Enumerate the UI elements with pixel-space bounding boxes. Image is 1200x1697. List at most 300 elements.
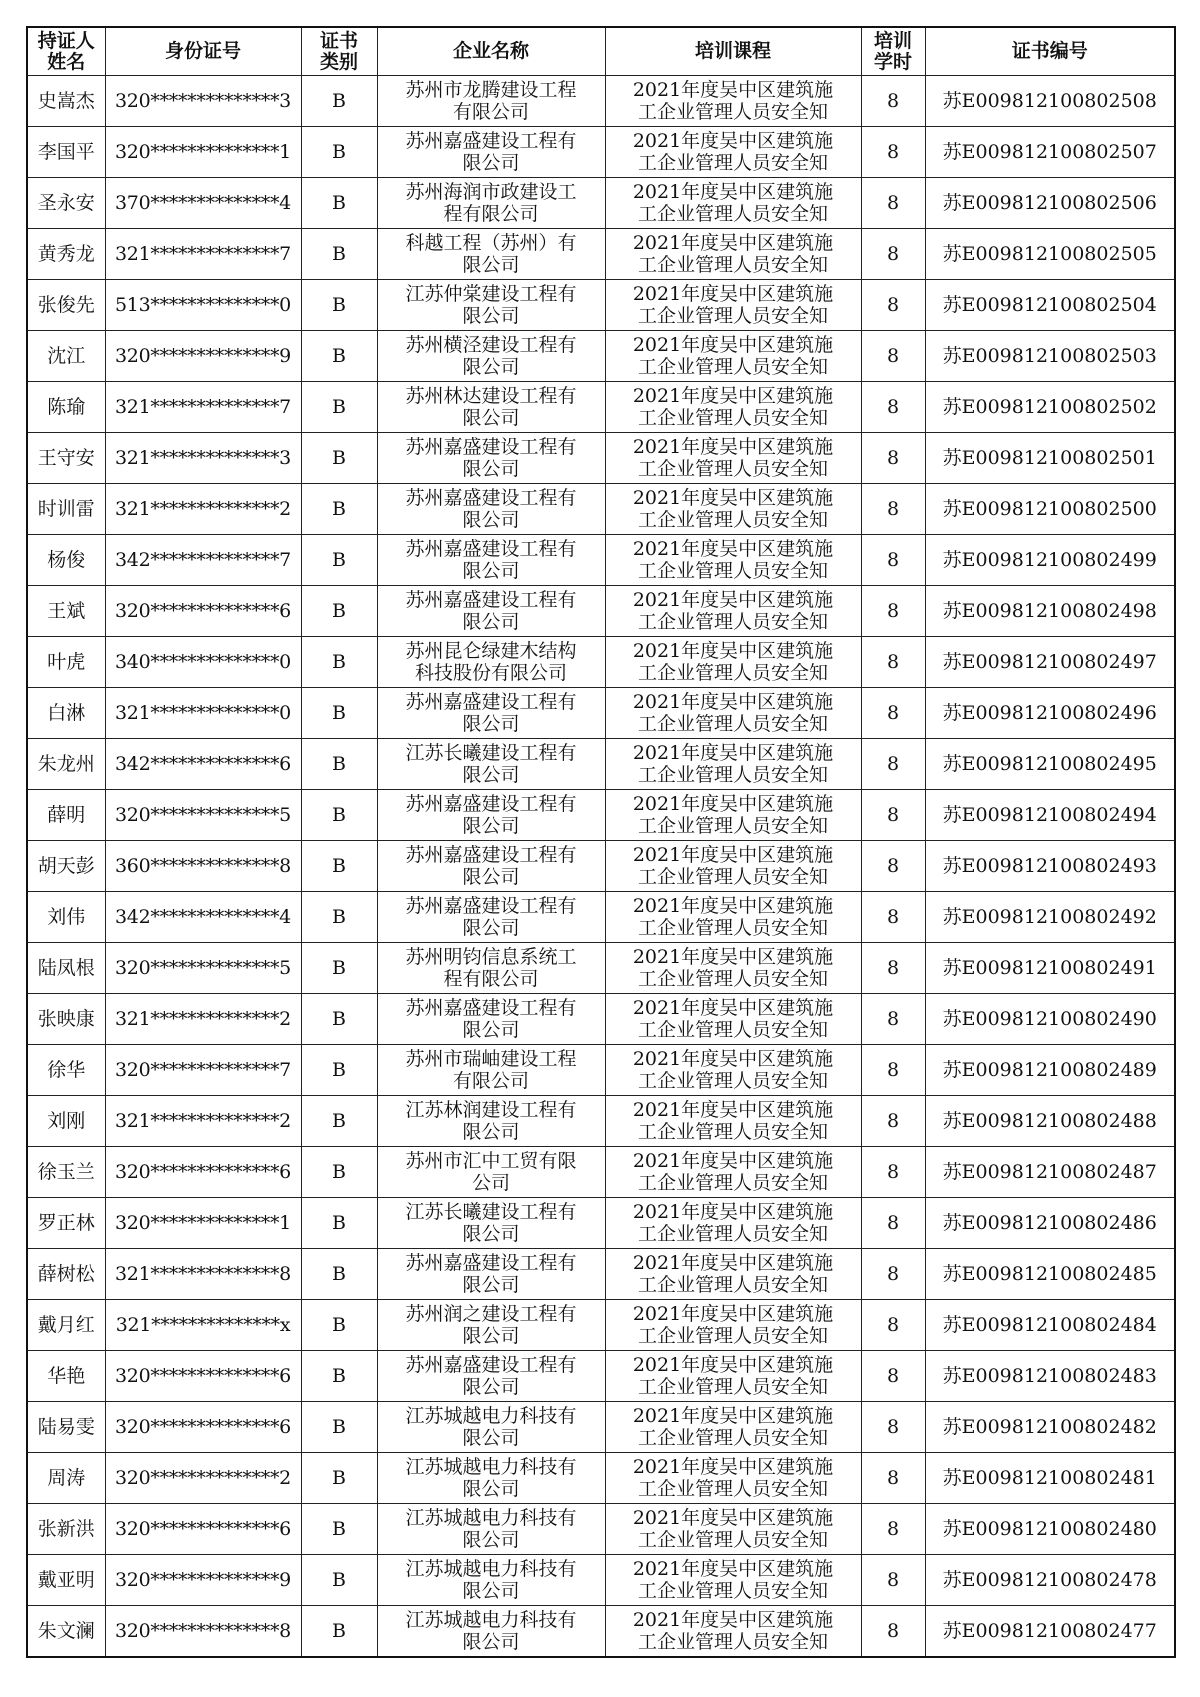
table-row [27, 1555, 1175, 1606]
training-course-cell-text: 2021年度吴中区建筑施 工企业管理人员安全知 [632, 181, 834, 225]
cert-category-cell: B [301, 994, 377, 1045]
cert-category-cell: B [301, 739, 377, 790]
holder-name-cell: 李国平 [27, 127, 105, 178]
training-course-cell [605, 1453, 861, 1504]
cert-category-cell: B [301, 943, 377, 994]
table-row [27, 229, 1175, 280]
id-number-cell: 342**************6 [105, 739, 301, 790]
header-training-hours: 培训 学时 [861, 27, 925, 76]
id-number-cell: 320**************8 [105, 1606, 301, 1658]
id-number-cell: 320**************1 [105, 1198, 301, 1249]
training-hours-cell: 8 [861, 586, 925, 637]
cert-category-cell: B [301, 1198, 377, 1249]
cert-category-cell: B [301, 1096, 377, 1147]
table-row [27, 1198, 1175, 1249]
training-hours-cell: 8 [861, 535, 925, 586]
id-number-cell: 320**************7 [105, 1045, 301, 1096]
table-row [27, 841, 1175, 892]
cert-number-cell: 苏E009812100802502 [925, 382, 1175, 433]
training-course-cell-text: 2021年度吴中区建筑施 工企业管理人员安全知 [632, 793, 834, 837]
cert-number-cell: 苏E009812100802489 [925, 1045, 1175, 1096]
company-name-cell [377, 1504, 605, 1555]
id-number-cell: 321**************7 [105, 382, 301, 433]
cert-category-cell: B [301, 382, 377, 433]
holder-name-cell: 陆易雯 [27, 1402, 105, 1453]
training-course-cell [605, 76, 861, 127]
training-course-cell-text: 2021年度吴中区建筑施 工企业管理人员安全知 [632, 232, 834, 276]
holder-name-cell: 周涛 [27, 1453, 105, 1504]
table-row [27, 1045, 1175, 1096]
company-name-cell [377, 688, 605, 739]
holder-name-cell: 陈瑜 [27, 382, 105, 433]
company-name-cell [377, 1453, 605, 1504]
header-cert-category: 证书 类别 [301, 27, 377, 76]
cert-category-cell: B [301, 280, 377, 331]
holder-name-cell: 徐玉兰 [27, 1147, 105, 1198]
training-course-cell-text: 2021年度吴中区建筑施 工企业管理人员安全知 [632, 487, 834, 531]
cert-category-cell: B [301, 790, 377, 841]
cert-number-cell: 苏E009812100802492 [925, 892, 1175, 943]
training-hours-cell: 8 [861, 739, 925, 790]
cert-category-cell: B [301, 484, 377, 535]
training-hours-cell: 8 [861, 892, 925, 943]
training-course-cell [605, 637, 861, 688]
holder-name-cell: 王斌 [27, 586, 105, 637]
table-row [27, 1249, 1175, 1300]
header-holder-name: 持证人 姓名 [27, 27, 105, 76]
company-name-cell-text: 苏州昆仑绿建木结构 科技股份有限公司 [405, 640, 577, 684]
holder-name-cell: 张俊先 [27, 280, 105, 331]
cert-category-cell: B [301, 127, 377, 178]
company-name-cell-text: 苏州嘉盛建设工程有 限公司 [405, 589, 577, 633]
company-name-cell-text: 苏州嘉盛建设工程有 限公司 [405, 1252, 577, 1296]
holder-name-cell: 王守安 [27, 433, 105, 484]
cert-category-cell: B [301, 178, 377, 229]
training-hours-cell: 8 [861, 1300, 925, 1351]
cert-category-cell: B [301, 586, 377, 637]
id-number-cell: 513**************0 [105, 280, 301, 331]
training-course-cell-text: 2021年度吴中区建筑施 工企业管理人员安全知 [632, 283, 834, 327]
id-number-cell: 320**************6 [105, 586, 301, 637]
table-row [27, 994, 1175, 1045]
training-course-cell-text: 2021年度吴中区建筑施 工企业管理人员安全知 [632, 895, 834, 939]
company-name-cell-text: 苏州润之建设工程有 限公司 [405, 1303, 577, 1347]
company-name-cell [377, 841, 605, 892]
cert-number-cell: 苏E009812100802494 [925, 790, 1175, 841]
holder-name-cell: 张映康 [27, 994, 105, 1045]
company-name-cell [377, 586, 605, 637]
table-row [27, 892, 1175, 943]
holder-name-cell: 华艳 [27, 1351, 105, 1402]
holder-name-cell: 徐华 [27, 1045, 105, 1096]
id-number-cell: 320**************6 [105, 1504, 301, 1555]
training-hours-cell: 8 [861, 1606, 925, 1658]
cert-category-cell: B [301, 1402, 377, 1453]
table-row [27, 943, 1175, 994]
training-course-cell [605, 331, 861, 382]
training-hours-cell: 8 [861, 76, 925, 127]
holder-name-cell: 刘刚 [27, 1096, 105, 1147]
table-row [27, 739, 1175, 790]
cert-number-cell: 苏E009812100802490 [925, 994, 1175, 1045]
training-hours-cell: 8 [861, 688, 925, 739]
id-number-cell: 321**************7 [105, 229, 301, 280]
id-number-cell: 320**************9 [105, 331, 301, 382]
training-course-cell [605, 586, 861, 637]
id-number-cell: 321**************8 [105, 1249, 301, 1300]
company-name-cell-text: 苏州市龙腾建设工程 有限公司 [405, 79, 577, 123]
holder-name-cell: 陆凤根 [27, 943, 105, 994]
training-course-cell [605, 535, 861, 586]
table-row [27, 331, 1175, 382]
holder-name-cell: 叶虎 [27, 637, 105, 688]
training-course-cell [605, 790, 861, 841]
holder-name-cell: 罗正林 [27, 1198, 105, 1249]
id-number-cell: 321**************3 [105, 433, 301, 484]
company-name-cell-text: 苏州嘉盛建设工程有 限公司 [405, 895, 577, 939]
training-course-cell-text: 2021年度吴中区建筑施 工企业管理人员安全知 [632, 844, 834, 888]
table-row [27, 484, 1175, 535]
id-number-cell: 320**************6 [105, 1147, 301, 1198]
cert-number-cell: 苏E009812100802493 [925, 841, 1175, 892]
company-name-cell-text: 江苏林润建设工程有 限公司 [405, 1099, 577, 1143]
training-course-cell-text: 2021年度吴中区建筑施 工企业管理人员安全知 [632, 691, 834, 735]
cert-category-cell: B [301, 1504, 377, 1555]
holder-name-cell: 杨俊 [27, 535, 105, 586]
company-name-cell-text: 江苏城越电力科技有 限公司 [405, 1405, 577, 1449]
cert-category-cell: B [301, 1351, 377, 1402]
training-hours-cell: 8 [861, 331, 925, 382]
training-hours-cell: 8 [861, 1096, 925, 1147]
company-name-cell [377, 178, 605, 229]
company-name-cell [377, 1147, 605, 1198]
training-hours-cell: 8 [861, 1402, 925, 1453]
holder-name-cell: 薛树松 [27, 1249, 105, 1300]
training-course-cell-text: 2021年度吴中区建筑施 工企业管理人员安全知 [632, 946, 834, 990]
holder-name-cell: 胡天彭 [27, 841, 105, 892]
id-number-cell: 321**************x [105, 1300, 301, 1351]
training-course-cell [605, 484, 861, 535]
company-name-cell-text: 江苏城越电力科技有 限公司 [405, 1456, 577, 1500]
header-row [27, 27, 1175, 76]
cert-number-cell: 苏E009812100802485 [925, 1249, 1175, 1300]
training-course-cell [605, 892, 861, 943]
id-number-cell: 321**************0 [105, 688, 301, 739]
cert-number-cell: 苏E009812100802486 [925, 1198, 1175, 1249]
training-hours-cell: 8 [861, 1147, 925, 1198]
table-row [27, 76, 1175, 127]
cert-number-cell: 苏E009812100802501 [925, 433, 1175, 484]
training-course-cell-text: 2021年度吴中区建筑施 工企业管理人员安全知 [632, 1354, 834, 1398]
cert-category-cell: B [301, 841, 377, 892]
company-name-cell [377, 280, 605, 331]
training-hours-cell: 8 [861, 127, 925, 178]
table-header [27, 27, 1175, 76]
cert-number-cell: 苏E009812100802506 [925, 178, 1175, 229]
holder-name-cell: 史嵩杰 [27, 76, 105, 127]
company-name-cell-text: 江苏长曦建设工程有 限公司 [405, 1201, 577, 1245]
training-course-cell-text: 2021年度吴中区建筑施 工企业管理人员安全知 [632, 436, 834, 480]
company-name-cell-text: 科越工程（苏州）有 限公司 [405, 232, 577, 276]
training-hours-cell: 8 [861, 1198, 925, 1249]
training-course-cell [605, 229, 861, 280]
cert-number-cell: 苏E009812100802497 [925, 637, 1175, 688]
id-number-cell: 342**************7 [105, 535, 301, 586]
training-course-cell [605, 739, 861, 790]
training-course-cell-text: 2021年度吴中区建筑施 工企业管理人员安全知 [632, 1303, 834, 1347]
cert-category-cell: B [301, 1453, 377, 1504]
cert-number-cell: 苏E009812100802500 [925, 484, 1175, 535]
training-course-cell [605, 1402, 861, 1453]
cert-number-cell: 苏E009812100802481 [925, 1453, 1175, 1504]
training-hours-cell: 8 [861, 994, 925, 1045]
company-name-cell-text: 苏州嘉盛建设工程有 限公司 [405, 130, 577, 174]
id-number-cell: 321**************2 [105, 484, 301, 535]
cert-category-cell: B [301, 1555, 377, 1606]
company-name-cell [377, 1096, 605, 1147]
company-name-cell [377, 1249, 605, 1300]
company-name-cell [377, 637, 605, 688]
id-number-cell: 321**************2 [105, 1096, 301, 1147]
company-name-cell [377, 535, 605, 586]
id-number-cell: 320**************1 [105, 127, 301, 178]
company-name-cell [377, 484, 605, 535]
table-row [27, 586, 1175, 637]
company-name-cell-text: 苏州市瑞岫建设工程 有限公司 [405, 1048, 577, 1092]
company-name-cell [377, 76, 605, 127]
training-course-cell [605, 1096, 861, 1147]
table-row [27, 433, 1175, 484]
table-row [27, 1453, 1175, 1504]
training-course-cell-text: 2021年度吴中区建筑施 工企业管理人员安全知 [632, 1150, 834, 1194]
company-name-cell [377, 892, 605, 943]
company-name-cell-text: 苏州嘉盛建设工程有 限公司 [405, 793, 577, 837]
cert-number-cell: 苏E009812100802488 [925, 1096, 1175, 1147]
company-name-cell-text: 江苏城越电力科技有 限公司 [405, 1558, 577, 1602]
training-hours-cell: 8 [861, 178, 925, 229]
company-name-cell [377, 1351, 605, 1402]
id-number-cell: 320**************5 [105, 943, 301, 994]
training-course-cell [605, 1300, 861, 1351]
table-row [27, 1096, 1175, 1147]
training-course-cell-text: 2021年度吴中区建筑施 工企业管理人员安全知 [632, 1507, 834, 1551]
cert-category-cell: B [301, 892, 377, 943]
company-name-cell-text: 苏州嘉盛建设工程有 限公司 [405, 691, 577, 735]
table-row [27, 1402, 1175, 1453]
cert-number-cell: 苏E009812100802482 [925, 1402, 1175, 1453]
id-number-cell: 320**************9 [105, 1555, 301, 1606]
company-name-cell-text: 江苏城越电力科技有 限公司 [405, 1609, 577, 1653]
holder-name-cell: 戴月红 [27, 1300, 105, 1351]
training-hours-cell: 8 [861, 841, 925, 892]
training-course-cell [605, 1147, 861, 1198]
company-name-cell [377, 790, 605, 841]
table-row [27, 1351, 1175, 1402]
table-row [27, 637, 1175, 688]
cert-number-cell: 苏E009812100802495 [925, 739, 1175, 790]
company-name-cell-text: 苏州嘉盛建设工程有 限公司 [405, 487, 577, 531]
training-course-cell [605, 943, 861, 994]
training-course-cell-text: 2021年度吴中区建筑施 工企业管理人员安全知 [632, 1252, 834, 1296]
cert-number-cell: 苏E009812100802505 [925, 229, 1175, 280]
table-row [27, 688, 1175, 739]
holder-name-cell: 白淋 [27, 688, 105, 739]
company-name-cell-text: 苏州嘉盛建设工程有 限公司 [405, 1354, 577, 1398]
table-row [27, 790, 1175, 841]
training-hours-cell: 8 [861, 1249, 925, 1300]
training-course-cell-text: 2021年度吴中区建筑施 工企业管理人员安全知 [632, 538, 834, 582]
training-hours-cell: 8 [861, 433, 925, 484]
company-name-cell-text: 苏州林达建设工程有 限公司 [405, 385, 577, 429]
cert-number-cell: 苏E009812100802478 [925, 1555, 1175, 1606]
training-course-cell [605, 1045, 861, 1096]
training-course-cell-text: 2021年度吴中区建筑施 工企业管理人员安全知 [632, 79, 834, 123]
company-name-cell-text: 苏州市汇中工贸有限 公司 [405, 1150, 577, 1194]
cert-category-cell: B [301, 1147, 377, 1198]
company-name-cell-text: 江苏长曦建设工程有 限公司 [405, 742, 577, 786]
header-company-name: 企业名称 [377, 27, 605, 76]
company-name-cell [377, 229, 605, 280]
id-number-cell: 320**************3 [105, 76, 301, 127]
training-course-cell [605, 841, 861, 892]
header-cert-number: 证书编号 [925, 27, 1175, 76]
cert-category-cell: B [301, 637, 377, 688]
table-row [27, 178, 1175, 229]
holder-name-cell: 朱文澜 [27, 1606, 105, 1658]
training-course-cell [605, 433, 861, 484]
table-row [27, 127, 1175, 178]
training-hours-cell: 8 [861, 1555, 925, 1606]
company-name-cell [377, 943, 605, 994]
cert-category-cell: B [301, 1045, 377, 1096]
training-course-cell-text: 2021年度吴中区建筑施 工企业管理人员安全知 [632, 334, 834, 378]
cert-number-cell: 苏E009812100802491 [925, 943, 1175, 994]
company-name-cell-text: 苏州嘉盛建设工程有 限公司 [405, 436, 577, 480]
header-id-number: 身份证号 [105, 27, 301, 76]
training-hours-cell: 8 [861, 382, 925, 433]
cert-number-cell: 苏E009812100802508 [925, 76, 1175, 127]
training-course-cell [605, 1555, 861, 1606]
training-course-cell [605, 1606, 861, 1658]
cert-number-cell: 苏E009812100802499 [925, 535, 1175, 586]
company-name-cell-text: 苏州嘉盛建设工程有 限公司 [405, 538, 577, 582]
id-number-cell: 321**************2 [105, 994, 301, 1045]
table-row [27, 1504, 1175, 1555]
training-hours-cell: 8 [861, 1045, 925, 1096]
training-course-cell-text: 2021年度吴中区建筑施 工企业管理人员安全知 [632, 1099, 834, 1143]
company-name-cell [377, 1402, 605, 1453]
table-body [27, 76, 1175, 1658]
header-training-course: 培训课程 [605, 27, 861, 76]
training-course-cell-text: 2021年度吴中区建筑施 工企业管理人员安全知 [632, 385, 834, 429]
training-hours-cell: 8 [861, 1453, 925, 1504]
company-name-cell [377, 739, 605, 790]
company-name-cell [377, 331, 605, 382]
company-name-cell [377, 433, 605, 484]
training-course-cell-text: 2021年度吴中区建筑施 工企业管理人员安全知 [632, 1405, 834, 1449]
company-name-cell [377, 127, 605, 178]
training-course-cell-text: 2021年度吴中区建筑施 工企业管理人员安全知 [632, 742, 834, 786]
training-course-cell-text: 2021年度吴中区建筑施 工企业管理人员安全知 [632, 1201, 834, 1245]
company-name-cell [377, 382, 605, 433]
company-name-cell [377, 1045, 605, 1096]
training-course-cell-text: 2021年度吴中区建筑施 工企业管理人员安全知 [632, 997, 834, 1041]
training-course-cell [605, 1351, 861, 1402]
table-row [27, 535, 1175, 586]
training-course-cell [605, 994, 861, 1045]
training-hours-cell: 8 [861, 1351, 925, 1402]
training-course-cell [605, 1198, 861, 1249]
company-name-cell-text: 苏州横泾建设工程有 限公司 [405, 334, 577, 378]
id-number-cell: 320**************6 [105, 1402, 301, 1453]
cert-number-cell: 苏E009812100802477 [925, 1606, 1175, 1658]
cert-number-cell: 苏E009812100802487 [925, 1147, 1175, 1198]
company-name-cell [377, 1198, 605, 1249]
cert-number-cell: 苏E009812100802503 [925, 331, 1175, 382]
training-hours-cell: 8 [861, 484, 925, 535]
company-name-cell [377, 1606, 605, 1658]
training-course-cell-text: 2021年度吴中区建筑施 工企业管理人员安全知 [632, 589, 834, 633]
holder-name-cell: 刘伟 [27, 892, 105, 943]
holder-name-cell: 朱龙州 [27, 739, 105, 790]
cert-category-cell: B [301, 331, 377, 382]
training-course-cell [605, 382, 861, 433]
holder-name-cell: 张新洪 [27, 1504, 105, 1555]
cert-category-cell: B [301, 1249, 377, 1300]
id-number-cell: 342**************4 [105, 892, 301, 943]
training-hours-cell: 8 [861, 943, 925, 994]
cert-number-cell: 苏E009812100802483 [925, 1351, 1175, 1402]
training-hours-cell: 8 [861, 1504, 925, 1555]
training-course-cell [605, 1249, 861, 1300]
id-number-cell: 340**************0 [105, 637, 301, 688]
training-course-cell-text: 2021年度吴中区建筑施 工企业管理人员安全知 [632, 1456, 834, 1500]
training-course-cell [605, 280, 861, 331]
cert-number-cell: 苏E009812100802504 [925, 280, 1175, 331]
cert-category-cell: B [301, 1300, 377, 1351]
training-hours-cell: 8 [861, 280, 925, 331]
cert-number-cell: 苏E009812100802496 [925, 688, 1175, 739]
cert-number-cell: 苏E009812100802507 [925, 127, 1175, 178]
training-course-cell-text: 2021年度吴中区建筑施 工企业管理人员安全知 [632, 130, 834, 174]
company-name-cell [377, 994, 605, 1045]
holder-name-cell: 圣永安 [27, 178, 105, 229]
training-course-cell [605, 1504, 861, 1555]
company-name-cell-text: 苏州明钧信息系统工 程有限公司 [405, 946, 577, 990]
company-name-cell [377, 1300, 605, 1351]
cert-category-cell: B [301, 688, 377, 739]
table-row [27, 382, 1175, 433]
table-row [27, 1147, 1175, 1198]
training-course-cell-text: 2021年度吴中区建筑施 工企业管理人员安全知 [632, 640, 834, 684]
training-course-cell-text: 2021年度吴中区建筑施 工企业管理人员安全知 [632, 1609, 834, 1653]
training-hours-cell: 8 [861, 229, 925, 280]
cert-number-cell: 苏E009812100802484 [925, 1300, 1175, 1351]
company-name-cell-text: 苏州海润市政建设工 程有限公司 [405, 181, 577, 225]
company-name-cell-text: 苏州嘉盛建设工程有 限公司 [405, 997, 577, 1041]
holder-name-cell: 薛明 [27, 790, 105, 841]
table-row [27, 1606, 1175, 1658]
cert-number-cell: 苏E009812100802498 [925, 586, 1175, 637]
training-course-cell [605, 688, 861, 739]
holder-name-cell: 时训雷 [27, 484, 105, 535]
holder-name-cell: 戴亚明 [27, 1555, 105, 1606]
company-name-cell-text: 江苏城越电力科技有 限公司 [405, 1507, 577, 1551]
company-name-cell-text: 苏州嘉盛建设工程有 限公司 [405, 844, 577, 888]
table-row [27, 1300, 1175, 1351]
cert-category-cell: B [301, 76, 377, 127]
cert-category-cell: B [301, 1606, 377, 1658]
